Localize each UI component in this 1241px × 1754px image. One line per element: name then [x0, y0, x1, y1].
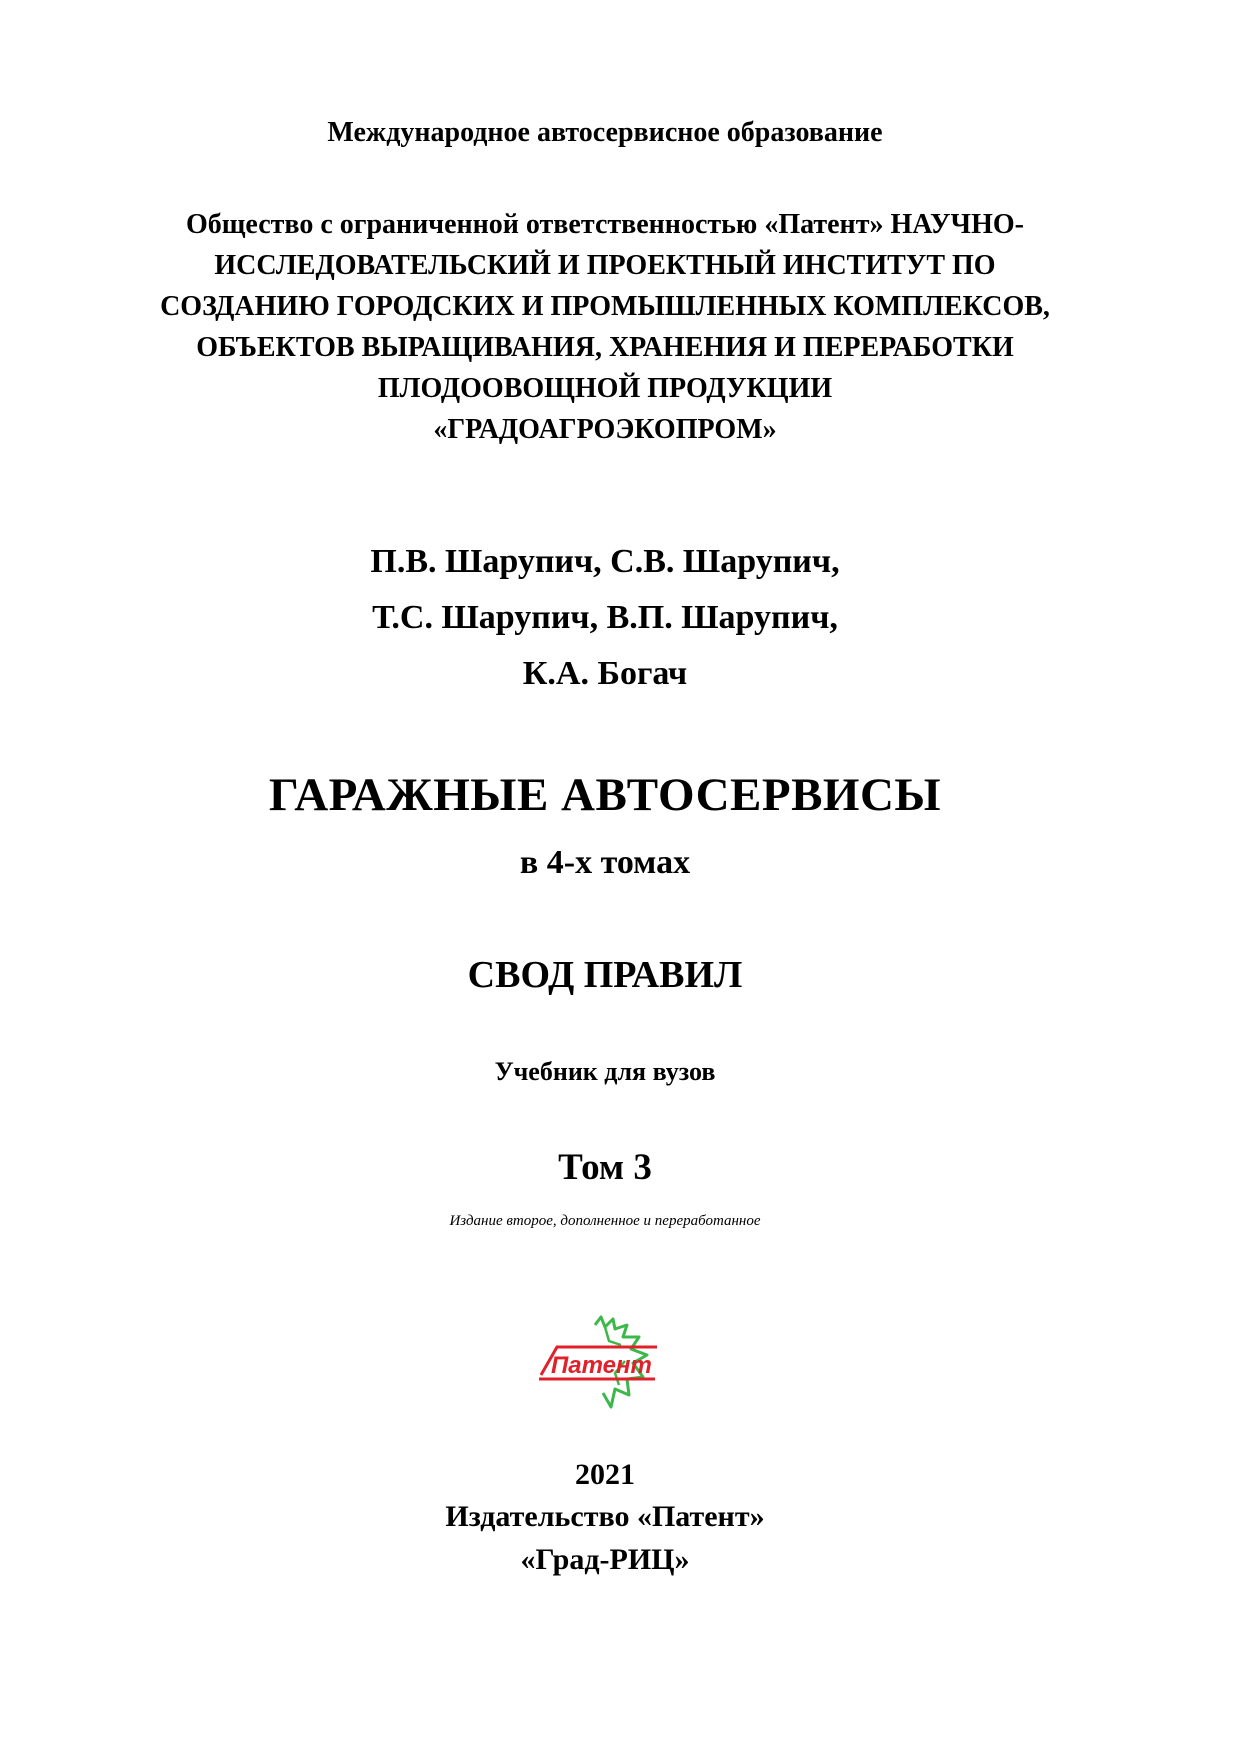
publisher-name: Издательство «Патент» [445, 1500, 765, 1533]
organization-line: ОБЪЕКТОВ ВЫРАЩИВАНИЯ, ХРАНЕНИЯ И ПЕРЕРАБОТКИ [196, 332, 1014, 363]
organization-line: ИССЛЕДОВАТЕЛЬСКИЙ И ПРОЕКТНЫЙ ИНСТИТУТ ПО [214, 250, 996, 281]
authors [0, 534, 1210, 702]
volume-number: Том 3 [558, 1147, 652, 1188]
edition-note: Издание второе, дополненное и переработанное [449, 1213, 761, 1229]
organization-line: Общество с ограниченной ответственностью «Патент» НАУЧНО- [186, 209, 1024, 240]
patent-logo-icon [535, 1315, 675, 1415]
logo-text: Патент [551, 1352, 652, 1379]
publication-year: 2021 [575, 1458, 635, 1491]
code-title: СВОД ПРАВИЛ [467, 954, 743, 996]
program-name: Международное автосервисное образование [327, 117, 883, 148]
organization-name [0, 204, 1210, 450]
volumes-note: в 4-х томах [519, 844, 691, 881]
publisher-imprint: «Град-РИЦ» [520, 1543, 690, 1576]
author-line: П.В. Шарупич, С.В. Шарупич, [370, 543, 840, 580]
book-subtitle: Учебник для вузов [494, 1057, 716, 1086]
book-title: ГАРАЖНЫЕ АВТОСЕРВИСЫ [268, 769, 942, 821]
organization-line: ПЛОДООВОЩНОЙ ПРОДУКЦИИ [377, 373, 833, 404]
organization-line: СОЗДАНИЮ ГОРОДСКИХ И ПРОМЫШЛЕННЫХ КОМПЛЕКСОВ, [160, 291, 1050, 322]
organization-line: «ГРАДОАГРОЭКОПРОМ» [433, 414, 777, 445]
author-line: К.А. Богач [522, 655, 688, 692]
author-line: Т.С. Шарупич, В.П. Шарупич, [372, 599, 838, 636]
